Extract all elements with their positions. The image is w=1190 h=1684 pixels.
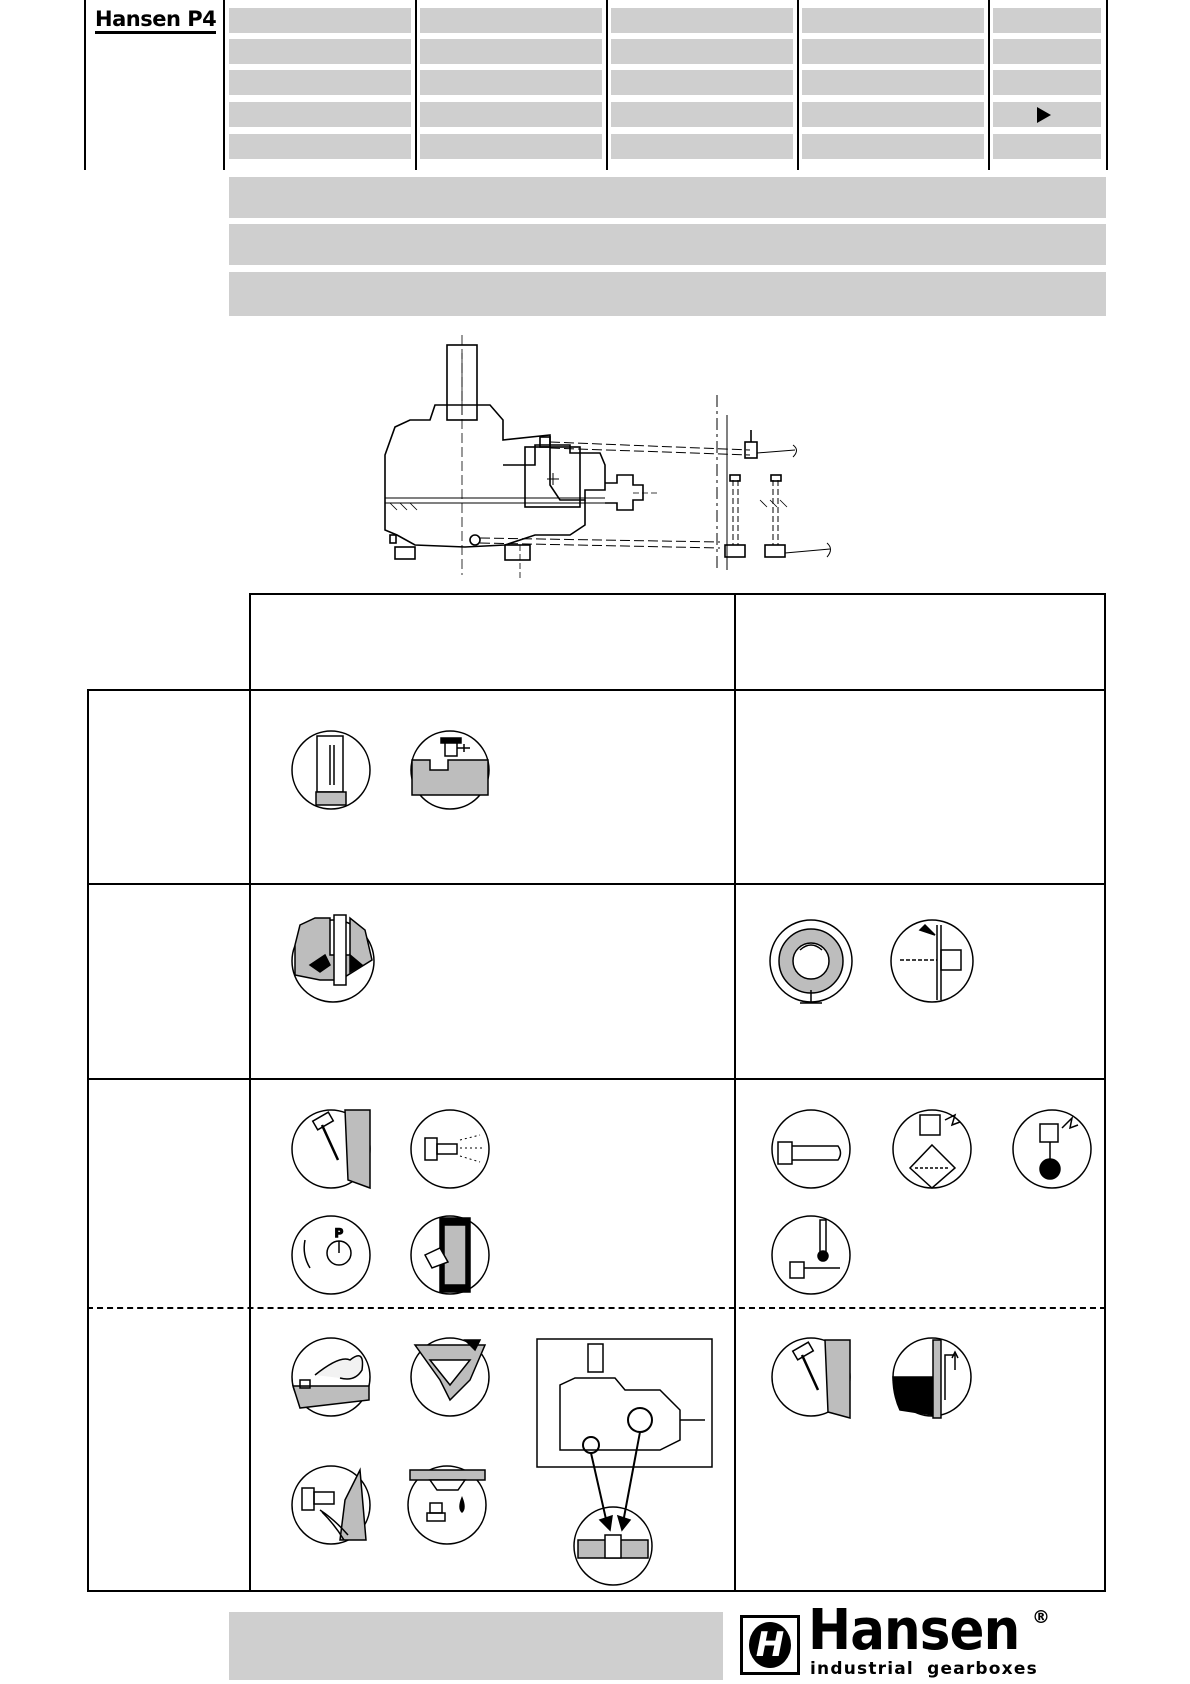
hammer-tap-icon [292, 1110, 370, 1188]
spray-clean-icon [292, 1338, 370, 1416]
magnetic-plug-icon [408, 1466, 486, 1544]
drain-plug-icon [292, 1466, 370, 1544]
company-logo [740, 1598, 1060, 1681]
bearing-ring-icon [770, 920, 852, 1003]
oil-level-icon [893, 1338, 971, 1418]
spray-bolt-icon [411, 1110, 489, 1188]
logo-emblem [740, 1615, 800, 1675]
logo-emblem-letter: H [749, 1622, 791, 1668]
drain-detail-icon [574, 1432, 652, 1585]
fan-cowl-icon [891, 920, 973, 1002]
filter-cartridge-icon [411, 1216, 489, 1294]
dipstick-icon [292, 731, 370, 809]
hammer-tap-icon [772, 1338, 850, 1418]
footer-info-bar [229, 1612, 723, 1680]
logo-tagline: industrial gearboxes [810, 1659, 1038, 1679]
heater-icon [772, 1110, 850, 1188]
gearbox-drain-location-icon [537, 1339, 712, 1467]
thermometer-icon [772, 1216, 850, 1294]
shaft-seal-icon [292, 915, 374, 1002]
oil-funnel-icon [411, 1338, 489, 1416]
pump-switch-icon [1013, 1110, 1091, 1188]
pressure-gauge-icon [292, 1216, 370, 1294]
logo-trademark: ® [1032, 1607, 1050, 1628]
pressure-label: P [335, 1226, 344, 1240]
brand-logo: Hansen P4 [95, 8, 216, 34]
breather-plug-icon [411, 731, 489, 809]
filter-switch-icon [893, 1110, 971, 1188]
logo-name: Hansen [808, 1598, 1020, 1663]
